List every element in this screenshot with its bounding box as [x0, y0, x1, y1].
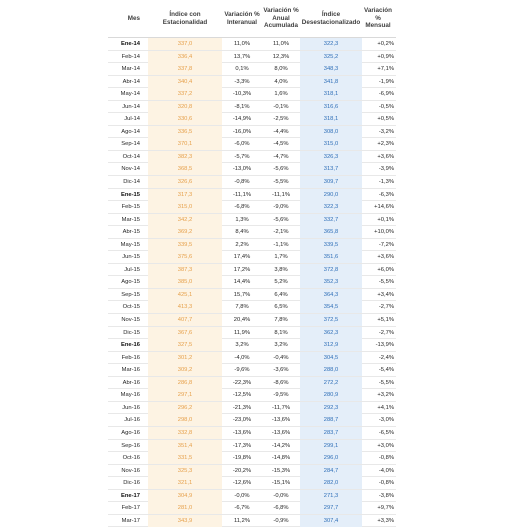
cell-variacion-mensual: +7,1%: [377, 66, 394, 73]
cell-variacion-mensual: +5,1%: [377, 317, 394, 324]
cell-mes: Ago-16: [121, 429, 140, 436]
cell-indice-estacionalidad: 326,6: [148, 176, 222, 188]
cell-mes: Abr-15: [122, 229, 140, 236]
cell-variacion-mensual: -13,9%: [375, 342, 394, 349]
cell-mes: Jul-15: [124, 266, 140, 273]
cell-indice-desestacionalizado: 351,6: [300, 251, 362, 263]
cell-mes: Sep-16: [121, 442, 140, 449]
cell-variacion-anual-acumulada: -3,6%: [273, 367, 289, 374]
cell-variacion-interanual: 0,1%: [235, 66, 249, 73]
table-row: [108, 452, 396, 465]
table-row: [108, 264, 396, 277]
table-body: [108, 38, 396, 527]
cell-variacion-anual-acumulada: -1,1%: [273, 241, 289, 248]
cell-indice-estacionalidad: 297,1: [148, 389, 222, 401]
cell-mes: Ago-15: [121, 279, 140, 286]
table-row: [108, 138, 396, 151]
cell-indice-estacionalidad: 375,6: [148, 251, 222, 263]
table-row: [108, 465, 396, 478]
cell-indice-desestacionalizado: 326,3: [300, 151, 362, 163]
cell-variacion-interanual: -11,1%: [233, 191, 251, 198]
cell-variacion-mensual: -3,8%: [378, 492, 394, 499]
header-indice-estacionalidad: Índice con Estacionalidad: [162, 11, 208, 26]
cell-variacion-anual-acumulada: 6,4%: [274, 291, 288, 298]
cell-indice-estacionalidad: 317,3: [148, 189, 222, 201]
cell-variacion-interanual: -12,5%: [232, 392, 252, 399]
cell-indice-estacionalidad: 296,2: [148, 402, 222, 414]
cell-indice-desestacionalizado: 307,4: [300, 515, 362, 527]
cell-indice-estacionalidad: 325,3: [148, 465, 222, 477]
cell-variacion-interanual: -9,6%: [234, 367, 250, 374]
cell-indice-estacionalidad: 370,1: [148, 138, 222, 150]
cell-variacion-mensual: +0,5%: [377, 116, 394, 123]
cell-variacion-mensual: -1,3%: [378, 179, 394, 186]
table-row: [108, 163, 396, 176]
cell-variacion-interanual: 1,3%: [235, 216, 249, 223]
cell-variacion-mensual: +3,2%: [377, 392, 394, 399]
table-row: [108, 502, 396, 515]
cell-variacion-anual-acumulada: 6,5%: [274, 304, 288, 311]
table-row: [108, 364, 396, 377]
table-row: [108, 239, 396, 252]
cell-indice-desestacionalizado: 322,3: [300, 201, 362, 213]
cell-variacion-anual-acumulada: -2,5%: [273, 116, 289, 123]
cell-variacion-interanual: 20,4%: [233, 317, 251, 324]
cell-variacion-interanual: -19,8%: [232, 455, 252, 462]
cell-indice-desestacionalizado: 297,7: [300, 502, 362, 514]
cell-mes: Dic-14: [123, 179, 140, 186]
cell-indice-desestacionalizado: 339,5: [300, 239, 362, 251]
cell-indice-desestacionalizado: 318,1: [300, 88, 362, 100]
cell-indice-desestacionalizado: 284,7: [300, 465, 362, 477]
cell-variacion-mensual: -0,8%: [378, 480, 394, 487]
cell-variacion-interanual: -13,0%: [232, 166, 252, 173]
cell-indice-desestacionalizado: 372,5: [300, 314, 362, 326]
cell-indice-desestacionalizado: 290,0: [300, 189, 362, 201]
cell-variacion-mensual: -0,8%: [378, 455, 394, 462]
cell-mes: Ene-16: [120, 342, 140, 349]
table-row: [108, 113, 396, 126]
cell-variacion-anual-acumulada: -0,4%: [273, 354, 289, 361]
cell-indice-estacionalidad: 407,7: [148, 314, 222, 326]
cell-variacion-anual-acumulada: 5,2%: [274, 279, 288, 286]
cell-variacion-anual-acumulada: -4,5%: [273, 141, 289, 148]
cell-variacion-mensual: +6,0%: [377, 266, 394, 273]
cell-variacion-mensual: -2,7%: [378, 304, 394, 311]
cell-indice-desestacionalizado: 318,1: [300, 113, 362, 125]
cell-indice-desestacionalizado: 348,3: [300, 63, 362, 75]
cell-variacion-anual-acumulada: -4,4%: [273, 128, 289, 135]
cell-mes: Nov-15: [121, 317, 140, 324]
cell-mes: Sep-15: [121, 291, 140, 298]
cell-variacion-mensual: -7,2%: [378, 241, 394, 248]
table-row: [108, 289, 396, 302]
cell-variacion-interanual: -17,3%: [232, 442, 252, 449]
cell-indice-desestacionalizado: 332,7: [300, 214, 362, 226]
cell-indice-estacionalidad: 340,4: [148, 76, 222, 88]
cell-indice-estacionalidad: 321,1: [148, 477, 222, 489]
header-variacion-mensual: Variación % Mensual: [363, 7, 392, 30]
header-indice-desestacionalizado: Índice Desestacionalizado: [301, 11, 361, 26]
cell-variacion-interanual: -20,2%: [232, 467, 252, 474]
cell-mes: Nov-14: [121, 166, 140, 173]
cell-indice-estacionalidad: 315,0: [148, 201, 222, 213]
cell-indice-estacionalidad: 351,4: [148, 440, 222, 452]
cell-mes: Mar-15: [121, 216, 140, 223]
table-row: [108, 339, 396, 352]
cell-variacion-anual-acumulada: 3,2%: [274, 342, 288, 349]
header-mes: Mes: [127, 14, 140, 22]
cell-variacion-anual-acumulada: -0,1%: [273, 103, 289, 110]
table-row: [108, 352, 396, 365]
cell-variacion-interanual: -21,3%: [232, 404, 252, 411]
cell-variacion-interanual: -10,3%: [232, 91, 252, 98]
cell-indice-desestacionalizado: 313,7: [300, 163, 362, 175]
cell-variacion-mensual: +3,3%: [377, 517, 394, 524]
cell-indice-estacionalidad: 332,8: [148, 427, 222, 439]
cell-variacion-mensual: -3,9%: [378, 166, 394, 173]
cell-variacion-interanual: 8,4%: [235, 229, 249, 236]
cell-indice-desestacionalizado: 272,2: [300, 377, 362, 389]
cell-mes: May-14: [120, 91, 140, 98]
cell-indice-estacionalidad: 336,4: [148, 51, 222, 63]
table-row: [108, 38, 396, 51]
cell-variacion-interanual: -22,3%: [232, 379, 252, 386]
cell-indice-desestacionalizado: 283,7: [300, 427, 362, 439]
cell-variacion-anual-acumulada: -11,1%: [272, 191, 290, 198]
table-row: [108, 76, 396, 89]
cell-mes: Feb-16: [121, 354, 140, 361]
cell-variacion-interanual: 17,4%: [233, 254, 251, 261]
cell-indice-desestacionalizado: 315,0: [300, 138, 362, 150]
table-row: [108, 515, 396, 528]
cell-indice-desestacionalizado: 288,7: [300, 414, 362, 426]
cell-variacion-mensual: +3,0%: [377, 442, 394, 449]
cell-variacion-anual-acumulada: -2,1%: [273, 229, 289, 236]
cell-indice-estacionalidad: 286,8: [148, 377, 222, 389]
cell-variacion-interanual: -3,3%: [234, 78, 250, 85]
cell-variacion-interanual: 14,4%: [233, 279, 251, 286]
cell-indice-estacionalidad: 367,6: [148, 327, 222, 339]
cell-variacion-interanual: -0,0%: [234, 492, 250, 499]
cell-indice-desestacionalizado: 280,9: [300, 389, 362, 401]
cell-variacion-interanual: -13,6%: [232, 429, 252, 436]
cell-indice-estacionalidad: 337,0: [148, 38, 222, 50]
cell-variacion-anual-acumulada: -13,6%: [271, 417, 291, 424]
cell-variacion-anual-acumulada: -15,1%: [271, 480, 291, 487]
cell-indice-estacionalidad: 327,5: [148, 339, 222, 351]
cell-variacion-mensual: -0,5%: [378, 103, 394, 110]
cell-variacion-interanual: 17,2%: [233, 266, 251, 273]
cell-variacion-mensual: +0,9%: [377, 53, 394, 60]
cell-indice-estacionalidad: 281,0: [148, 502, 222, 514]
cell-variacion-mensual: -2,7%: [378, 329, 394, 336]
cell-variacion-mensual: -6,5%: [378, 429, 394, 436]
cell-indice-desestacionalizado: 292,3: [300, 402, 362, 414]
table-row: [108, 389, 396, 402]
cell-variacion-anual-acumulada: 8,1%: [274, 329, 288, 336]
cell-variacion-interanual: -12,6%: [232, 480, 252, 487]
cell-variacion-mensual: -2,4%: [378, 354, 394, 361]
cell-mes: Abr-14: [122, 78, 140, 85]
cell-indice-desestacionalizado: 299,1: [300, 440, 362, 452]
cell-variacion-mensual: +4,1%: [377, 404, 394, 411]
cell-indice-desestacionalizado: 322,3: [300, 38, 362, 50]
table-row: [108, 151, 396, 164]
cell-variacion-anual-acumulada: -0,0%: [273, 492, 289, 499]
cell-indice-desestacionalizado: 354,5: [300, 301, 362, 313]
table-row: [108, 477, 396, 490]
cell-mes: Mar-14: [121, 66, 140, 73]
cell-variacion-anual-acumulada: -4,7%: [273, 153, 289, 160]
table-row: [108, 63, 396, 76]
cell-mes: Feb-17: [121, 505, 140, 512]
cell-mes: Ene-14: [120, 41, 140, 47]
cell-indice-estacionalidad: 336,5: [148, 126, 222, 138]
cell-indice-estacionalidad: 385,0: [148, 276, 222, 288]
cell-mes: Jun-14: [122, 103, 140, 110]
table-row: [108, 88, 396, 101]
cell-variacion-mensual: +14,6%: [374, 204, 394, 211]
cell-mes: Jul-14: [124, 116, 140, 123]
table-row: [108, 226, 396, 239]
cell-indice-estacionalidad: 301,2: [148, 352, 222, 364]
cell-variacion-interanual: 2,2%: [235, 241, 249, 248]
cell-indice-desestacionalizado: 282,0: [300, 477, 362, 489]
cell-variacion-anual-acumulada: 1,7%: [274, 254, 288, 261]
cell-variacion-mensual: +3,4%: [377, 291, 394, 298]
cell-indice-desestacionalizado: 271,3: [300, 490, 362, 502]
cell-indice-desestacionalizado: 364,3: [300, 289, 362, 301]
cell-variacion-mensual: -5,5%: [378, 279, 394, 286]
cell-indice-desestacionalizado: 296,0: [300, 452, 362, 464]
cell-indice-desestacionalizado: 352,3: [300, 276, 362, 288]
cell-indice-desestacionalizado: 365,8: [300, 226, 362, 238]
table-row: [108, 214, 396, 227]
cell-indice-estacionalidad: 337,8: [148, 63, 222, 75]
cell-variacion-anual-acumulada: -5,6%: [273, 216, 289, 223]
cell-variacion-anual-acumulada: -5,5%: [273, 179, 289, 186]
cell-variacion-interanual: -14,9%: [232, 116, 252, 123]
cell-indice-desestacionalizado: 308,0: [300, 126, 362, 138]
cell-indice-estacionalidad: 387,3: [148, 264, 222, 276]
cell-variacion-mensual: +0,2%: [377, 41, 394, 47]
table-row: [108, 440, 396, 453]
cell-variacion-anual-acumulada: -0,9%: [273, 517, 289, 524]
cell-variacion-anual-acumulada: 8,0%: [274, 66, 288, 73]
cell-indice-estacionalidad: 339,5: [148, 239, 222, 251]
cell-mes: Abr-16: [122, 379, 140, 386]
cell-variacion-interanual: 15,7%: [233, 291, 251, 298]
cell-mes: May-16: [120, 392, 140, 399]
cell-indice-estacionalidad: 330,6: [148, 113, 222, 125]
cell-indice-desestacionalizado: 316,6: [300, 101, 362, 113]
cell-variacion-anual-acumulada: 7,8%: [274, 317, 288, 324]
cell-variacion-anual-acumulada: -5,6%: [273, 166, 289, 173]
cell-mes: Dic-16: [123, 480, 140, 487]
cell-variacion-interanual: 7,8%: [235, 304, 249, 311]
table-row: [108, 301, 396, 314]
cell-variacion-anual-acumulada: -14,8%: [271, 455, 291, 462]
cell-variacion-interanual: 11,9%: [233, 329, 250, 336]
table-row: [108, 126, 396, 139]
cell-indice-estacionalidad: 368,5: [148, 163, 222, 175]
cell-variacion-interanual: -8,1%: [234, 103, 250, 110]
cell-variacion-interanual: -23,0%: [232, 417, 252, 424]
table-row: [108, 51, 396, 64]
cell-variacion-interanual: 13,7%: [233, 53, 251, 60]
cell-mes: Mar-16: [121, 367, 140, 374]
table-row: [108, 414, 396, 427]
cell-variacion-interanual: -0,8%: [234, 179, 250, 186]
table-row: [108, 276, 396, 289]
header-variacion-interanual: Variación % Interanual: [224, 11, 260, 26]
cell-mes: Dic-15: [123, 329, 140, 336]
cell-variacion-mensual: -3,0%: [378, 417, 394, 424]
cell-indice-desestacionalizado: 312,9: [300, 339, 362, 351]
cell-mes: Oct-16: [122, 455, 140, 462]
table-row: [108, 189, 396, 202]
cell-variacion-mensual: -6,9%: [378, 91, 394, 98]
cell-mes: Ene-17: [120, 492, 140, 499]
cell-indice-estacionalidad: 343,9: [148, 515, 222, 527]
cell-variacion-anual-acumulada: 3,8%: [274, 266, 288, 273]
cell-variacion-anual-acumulada: -13,6%: [271, 429, 291, 436]
cell-indice-desestacionalizado: 288,0: [300, 364, 362, 376]
cell-indice-estacionalidad: 309,2: [148, 364, 222, 376]
table-row: [108, 201, 396, 214]
cell-variacion-anual-acumulada: 11,0%: [272, 41, 289, 47]
cell-variacion-mensual: +3,6%: [377, 153, 394, 160]
table-row: [108, 176, 396, 189]
cell-indice-estacionalidad: 413,3: [148, 301, 222, 313]
cell-variacion-mensual: +2,3%: [377, 141, 394, 148]
cell-mes: Mar-17: [121, 517, 140, 524]
cell-variacion-anual-acumulada: 1,6%: [274, 91, 288, 98]
cell-indice-estacionalidad: 342,2: [148, 214, 222, 226]
cell-indice-estacionalidad: 382,3: [148, 151, 222, 163]
cell-variacion-mensual: -5,4%: [378, 367, 394, 374]
cell-variacion-anual-acumulada: -14,2%: [271, 442, 291, 449]
cell-indice-estacionalidad: 331,5: [148, 452, 222, 464]
cell-indice-desestacionalizado: 362,3: [300, 327, 362, 339]
table-row: [108, 101, 396, 114]
table-row: [108, 314, 396, 327]
cell-mes: Feb-14: [121, 53, 140, 60]
cell-mes: Jun-16: [122, 404, 140, 411]
cell-variacion-anual-acumulada: -6,8%: [273, 505, 289, 512]
table-row: [108, 490, 396, 503]
cell-variacion-anual-acumulada: -8,6%: [273, 379, 289, 386]
cell-variacion-anual-acumulada: 12,3%: [272, 53, 290, 60]
cell-variacion-mensual: -1,9%: [378, 78, 394, 85]
cell-indice-estacionalidad: 320,8: [148, 101, 222, 113]
cell-variacion-mensual: -5,5%: [378, 379, 394, 386]
cell-variacion-mensual: -3,2%: [378, 128, 394, 135]
cell-indice-desestacionalizado: 341,8: [300, 76, 362, 88]
cell-mes: Feb-15: [121, 204, 140, 211]
cell-variacion-interanual: -5,7%: [234, 153, 250, 160]
cell-variacion-mensual: -4,0%: [378, 467, 394, 474]
cell-mes: Sep-14: [121, 141, 140, 148]
cell-variacion-anual-acumulada: -11,7%: [272, 404, 290, 411]
cell-mes: May-15: [120, 241, 140, 248]
cell-indice-estacionalidad: 425,1: [148, 289, 222, 301]
cell-indice-estacionalidad: 369,2: [148, 226, 222, 238]
cell-variacion-mensual: +0,1%: [377, 216, 394, 223]
cell-variacion-interanual: -6,7%: [234, 505, 250, 512]
cell-mes: Nov-16: [121, 467, 140, 474]
cell-mes: Ene-15: [120, 191, 140, 198]
data-table: [108, 0, 396, 527]
cell-variacion-mensual: +10,0%: [374, 229, 394, 236]
table-row: [108, 377, 396, 390]
table-header: [108, 0, 396, 38]
cell-indice-desestacionalizado: 325,2: [300, 51, 362, 63]
cell-variacion-anual-acumulada: -9,5%: [273, 392, 289, 399]
cell-mes: Oct-15: [122, 304, 140, 311]
cell-variacion-interanual: -6,0%: [234, 141, 250, 148]
cell-indice-estacionalidad: 298,0: [148, 414, 222, 426]
cell-variacion-interanual: -4,0%: [234, 354, 250, 361]
cell-indice-estacionalidad: 304,9: [148, 490, 222, 502]
cell-variacion-mensual: +9,7%: [377, 505, 394, 512]
cell-mes: Ago-14: [121, 128, 140, 135]
cell-mes: Jul-16: [124, 417, 140, 424]
table-row: [108, 402, 396, 415]
cell-variacion-anual-acumulada: 4,0%: [274, 78, 288, 85]
cell-variacion-mensual: +3,6%: [377, 254, 394, 261]
cell-indice-desestacionalizado: 372,8: [300, 264, 362, 276]
cell-indice-desestacionalizado: 304,5: [300, 352, 362, 364]
cell-variacion-anual-acumulada: -9,0%: [273, 204, 289, 211]
cell-indice-estacionalidad: 337,2: [148, 88, 222, 100]
cell-variacion-interanual: -6,8%: [234, 204, 250, 211]
cell-variacion-interanual: 3,2%: [235, 342, 249, 349]
cell-variacion-mensual: -6,3%: [378, 191, 394, 198]
cell-variacion-anual-acumulada: -15,3%: [271, 467, 291, 474]
cell-variacion-interanual: 11,2%: [233, 517, 250, 524]
table-row: [108, 427, 396, 440]
header-variacion-anual-acumulada: Variación % Anual Acumulada: [263, 7, 299, 30]
table-row: [108, 251, 396, 264]
cell-indice-desestacionalizado: 309,7: [300, 176, 362, 188]
cell-variacion-interanual: -16,0%: [232, 128, 252, 135]
table-row: [108, 327, 396, 340]
cell-mes: Oct-14: [122, 153, 140, 160]
cell-variacion-interanual: 11,0%: [233, 41, 250, 47]
cell-mes: Jun-15: [122, 254, 140, 261]
